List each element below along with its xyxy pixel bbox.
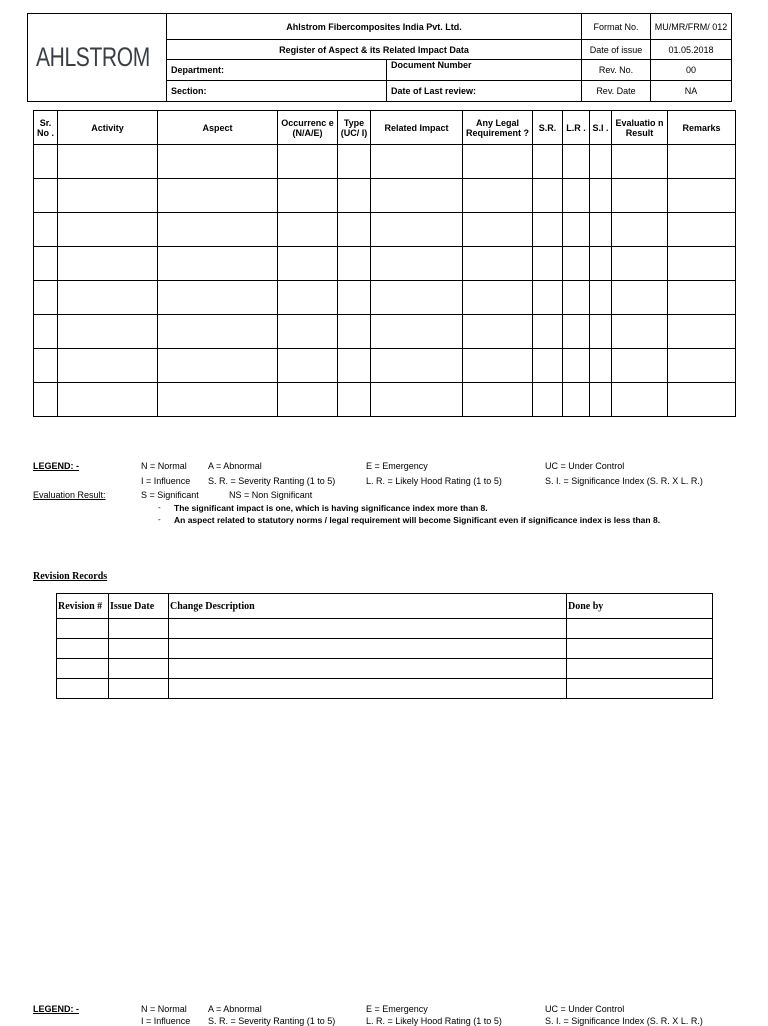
revision-cell[interactable]: [57, 679, 109, 699]
table-cell[interactable]: [463, 349, 533, 383]
footer-legend-label: LEGEND: -: [33, 1004, 79, 1014]
revision-cell[interactable]: [169, 659, 567, 679]
table-cell[interactable]: [590, 179, 612, 213]
table-cell[interactable]: [590, 247, 612, 281]
date-of-issue-label: Date of issue: [582, 40, 651, 60]
table-cell[interactable]: [533, 349, 563, 383]
table-cell[interactable]: [338, 145, 371, 179]
table-cell[interactable]: [158, 247, 278, 281]
table-cell[interactable]: [158, 349, 278, 383]
table-cell[interactable]: [612, 179, 668, 213]
section-field: Section:: [167, 81, 387, 102]
legend-significance-index: S. I. = Significance Index (S. R. X L. R.): [545, 476, 703, 486]
table-cell[interactable]: [371, 349, 463, 383]
table-cell[interactable]: [58, 383, 158, 417]
table-cell[interactable]: [533, 315, 563, 349]
table-cell[interactable]: [612, 213, 668, 247]
revision-cell[interactable]: [109, 679, 169, 699]
table-cell[interactable]: [612, 145, 668, 179]
table-cell[interactable]: [463, 247, 533, 281]
legend-severity: S. R. = Severity Ranting (1 to 5): [208, 476, 336, 486]
table-cell[interactable]: [338, 349, 371, 383]
table-cell[interactable]: [590, 213, 612, 247]
footer-legend-under-control: UC = Under Control: [545, 1004, 625, 1014]
legend-likelihood: L. R. = Likely Hood Rating (1 to 5): [366, 476, 502, 486]
bullet-note-1: The significant impact is one, which is having significance index more than 8.: [174, 503, 488, 513]
table-cell[interactable]: [590, 145, 612, 179]
bullet-note-2: An aspect related to statutory norms / legal requirement will become Significant even if significance index is less than 8.: [174, 515, 661, 525]
footer-legend-severity: S. R. = Severity Ranting (1 to 5): [208, 1016, 336, 1026]
table-cell[interactable]: [590, 383, 612, 417]
table-cell[interactable]: [668, 247, 736, 281]
format-no-label: Format No.: [582, 14, 651, 40]
revision-cell[interactable]: [57, 659, 109, 679]
legend-abnormal: A = Abnormal: [208, 461, 262, 471]
table-cell[interactable]: [34, 145, 58, 179]
col-aspect: Aspect: [158, 111, 278, 145]
table-cell[interactable]: [58, 315, 158, 349]
table-cell[interactable]: [278, 383, 338, 417]
table-cell[interactable]: [563, 145, 590, 179]
table-cell[interactable]: [338, 383, 371, 417]
table-cell[interactable]: [338, 281, 371, 315]
register-header-row: [34, 111, 736, 145]
revision-cell[interactable]: [567, 639, 713, 659]
col-sr: S.R.: [533, 111, 563, 145]
revision-cell[interactable]: [169, 619, 567, 639]
revision-row: [57, 639, 713, 659]
table-row: [34, 383, 736, 417]
revision-cell[interactable]: [567, 619, 713, 639]
table-cell[interactable]: [463, 213, 533, 247]
table-cell[interactable]: [668, 213, 736, 247]
footer-legend-influence: I = Influence: [141, 1016, 191, 1026]
table-cell[interactable]: [371, 213, 463, 247]
table-cell[interactable]: [563, 281, 590, 315]
legend-emergency: E = Emergency: [366, 461, 428, 471]
revision-cell[interactable]: [109, 619, 169, 639]
table-cell[interactable]: [463, 315, 533, 349]
table-row: [34, 349, 736, 383]
logo-text: AHLSTROM: [36, 42, 150, 72]
table-cell[interactable]: [563, 179, 590, 213]
table-cell[interactable]: [668, 383, 736, 417]
table-cell[interactable]: [612, 315, 668, 349]
table-cell[interactable]: [278, 179, 338, 213]
table-cell[interactable]: [533, 179, 563, 213]
company-name: Ahlstrom Fibercomposites India Pvt. Ltd.: [167, 14, 582, 40]
rev-no-value: 00: [651, 60, 732, 81]
table-cell[interactable]: [668, 145, 736, 179]
table-cell[interactable]: [463, 179, 533, 213]
legend-under-control: UC = Under Control: [545, 461, 625, 471]
footer-legend-likelihood: L. R. = Likely Hood Rating (1 to 5): [366, 1016, 502, 1026]
table-cell[interactable]: [371, 383, 463, 417]
legend-non-significant: NS = Non Significant: [229, 490, 313, 500]
table-cell[interactable]: [668, 349, 736, 383]
table-cell[interactable]: [533, 145, 563, 179]
table-cell[interactable]: [158, 179, 278, 213]
date-of-issue-value: 01.05.2018: [651, 40, 732, 60]
table-cell[interactable]: [533, 383, 563, 417]
table-cell[interactable]: [612, 281, 668, 315]
table-cell[interactable]: [158, 213, 278, 247]
table-cell[interactable]: [58, 349, 158, 383]
table-cell[interactable]: [338, 213, 371, 247]
table-cell[interactable]: [463, 281, 533, 315]
revision-records-title: Revision Records: [33, 571, 108, 582]
table-cell[interactable]: [34, 281, 58, 315]
rev-no-label: Rev. No.: [582, 60, 651, 81]
col-type: Type (UC/ I): [338, 111, 371, 145]
table-cell[interactable]: [58, 145, 158, 179]
document-number-field: Document Number: [387, 60, 582, 81]
table-cell[interactable]: [533, 247, 563, 281]
table-cell[interactable]: [590, 349, 612, 383]
table-cell[interactable]: [371, 179, 463, 213]
col-legal-requirement: Any Legal Requirement ?: [463, 111, 533, 145]
table-cell[interactable]: [463, 383, 533, 417]
col-remarks: Remarks: [668, 111, 736, 145]
table-cell[interactable]: [371, 145, 463, 179]
table-cell[interactable]: [158, 281, 278, 315]
footer-legend-significance-index: S. I. = Significance Index (S. R. X L. R.): [545, 1016, 703, 1026]
table-cell[interactable]: [34, 349, 58, 383]
revision-row: [57, 659, 713, 679]
col-related-impact: Related Impact: [371, 111, 463, 145]
table-cell[interactable]: [34, 179, 58, 213]
bullet-dash-icon: -: [158, 503, 161, 512]
table-cell[interactable]: [563, 349, 590, 383]
table-cell[interactable]: [338, 179, 371, 213]
revision-cell[interactable]: [169, 639, 567, 659]
table-row: [34, 315, 736, 349]
revision-cell[interactable]: [109, 639, 169, 659]
col-lr: L.R .: [563, 111, 590, 145]
legend-normal: N = Normal: [141, 461, 187, 471]
legend-influence: I = Influence: [141, 476, 191, 486]
revision-cell[interactable]: [57, 639, 109, 659]
revision-cell[interactable]: [169, 679, 567, 699]
revision-row: [57, 619, 713, 639]
table-cell[interactable]: [563, 247, 590, 281]
table-cell[interactable]: [563, 383, 590, 417]
legend-significant: S = Significant: [141, 490, 199, 500]
table-row: [34, 247, 736, 281]
table-row: [34, 179, 736, 213]
table-cell[interactable]: [371, 247, 463, 281]
table-cell[interactable]: [371, 281, 463, 315]
table-cell[interactable]: [668, 315, 736, 349]
table-cell[interactable]: [58, 247, 158, 281]
col-revision-no: Revision #: [57, 594, 109, 619]
col-sr-no: Sr. No .: [34, 111, 58, 145]
bullet-dash-icon: -: [158, 515, 161, 524]
revision-row: [57, 679, 713, 699]
table-cell[interactable]: [338, 315, 371, 349]
table-cell[interactable]: [668, 179, 736, 213]
rev-date-value: NA: [651, 81, 732, 102]
revision-header-row: [57, 594, 713, 619]
col-issue-date: Issue Date: [109, 594, 169, 619]
logo-cell: [28, 14, 167, 102]
table-cell[interactable]: [158, 145, 278, 179]
table-cell[interactable]: [34, 315, 58, 349]
footer-legend-normal: N = Normal: [141, 1004, 187, 1014]
table-cell[interactable]: [612, 349, 668, 383]
table-cell[interactable]: [590, 281, 612, 315]
revision-cell[interactable]: [567, 659, 713, 679]
table-cell[interactable]: [338, 247, 371, 281]
aspect-register-table: [33, 110, 736, 417]
evaluation-result-label: Evaluation Result:: [33, 490, 106, 500]
table-cell[interactable]: [590, 315, 612, 349]
table-cell[interactable]: [158, 315, 278, 349]
table-cell[interactable]: [278, 145, 338, 179]
table-cell[interactable]: [58, 179, 158, 213]
table-cell[interactable]: [668, 281, 736, 315]
rev-date-label: Rev. Date: [582, 81, 651, 102]
table-cell[interactable]: [463, 145, 533, 179]
revision-cell[interactable]: [57, 619, 109, 639]
company-logo: [28, 39, 166, 77]
table-cell[interactable]: [278, 315, 338, 349]
table-row: [34, 281, 736, 315]
table-row: [34, 213, 736, 247]
table-row: [34, 145, 736, 179]
table-cell[interactable]: [533, 281, 563, 315]
table-cell[interactable]: [34, 213, 58, 247]
table-cell[interactable]: [278, 281, 338, 315]
footer-legend-abnormal: A = Abnormal: [208, 1004, 262, 1014]
table-cell[interactable]: [278, 349, 338, 383]
col-done-by: Done by: [567, 594, 713, 619]
col-evaluation-result: Evaluatio n Result: [612, 111, 668, 145]
col-activity: Activity: [58, 111, 158, 145]
last-review-field: Date of Last review:: [387, 81, 582, 102]
page-title: Register of Aspect & its Related Impact Data: [167, 40, 582, 60]
col-occurrence: Occurrenc e (N/A/E): [278, 111, 338, 145]
col-si: S.I .: [590, 111, 612, 145]
revision-cell[interactable]: [567, 679, 713, 699]
format-no-value: MU/MR/FRM/ 012: [651, 14, 732, 40]
table-cell[interactable]: [533, 213, 563, 247]
table-cell[interactable]: [612, 383, 668, 417]
table-cell[interactable]: [563, 213, 590, 247]
footer-legend-emergency: E = Emergency: [366, 1004, 428, 1014]
table-cell[interactable]: [34, 247, 58, 281]
table-cell[interactable]: [158, 383, 278, 417]
table-cell[interactable]: [278, 247, 338, 281]
table-cell[interactable]: [58, 281, 158, 315]
table-cell[interactable]: [371, 315, 463, 349]
table-cell[interactable]: [58, 213, 158, 247]
department-field: Department:: [167, 60, 387, 81]
table-cell[interactable]: [34, 383, 58, 417]
table-cell[interactable]: [278, 213, 338, 247]
revision-cell[interactable]: [109, 659, 169, 679]
document-header: [27, 13, 732, 102]
legend-label: LEGEND: -: [33, 461, 79, 471]
table-cell[interactable]: [612, 247, 668, 281]
table-cell[interactable]: [563, 315, 590, 349]
revision-records-table: [56, 593, 713, 699]
col-change-description: Change Description: [169, 594, 567, 619]
